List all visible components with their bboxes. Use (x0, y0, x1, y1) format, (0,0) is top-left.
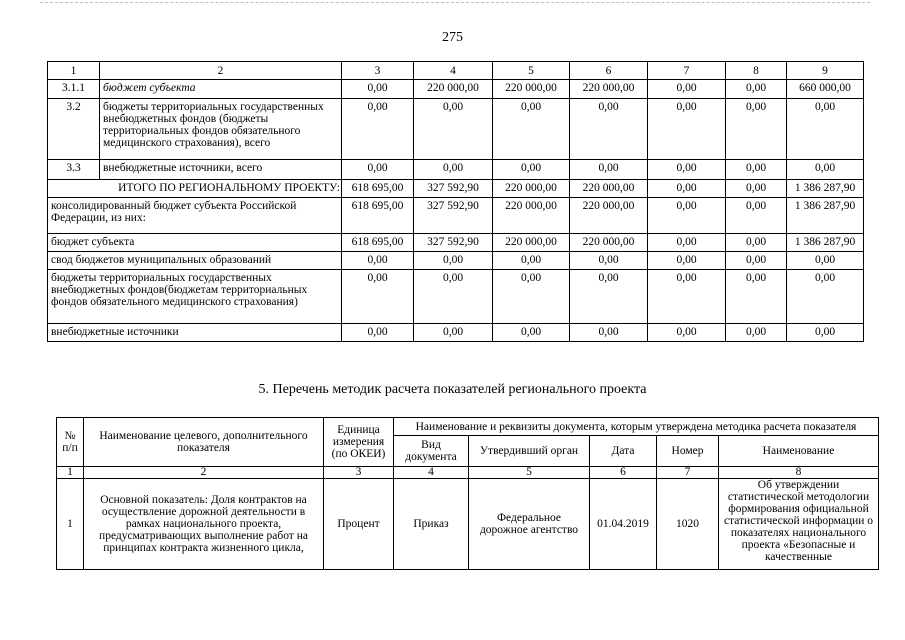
amount-cell: 0,00 (726, 99, 787, 160)
amount-cell: 0,00 (570, 324, 648, 342)
amount-cell: 0,00 (493, 252, 570, 270)
index-cell: 2 (84, 467, 324, 479)
amount-cell: 0,00 (342, 270, 414, 324)
row-label: бюджеты территориальных государственных внебюджетных фондов (бюджеты территориальных фондов обязательного медицинского страхования), всего (100, 99, 342, 160)
column-index-cell: 4 (414, 62, 493, 80)
table-row (48, 99, 864, 160)
amount-cell: 0,00 (726, 324, 787, 342)
index-cell: 6 (590, 467, 657, 479)
header-approver: Утвердивший орган (469, 436, 590, 467)
amount-cell: 327 592,90 (414, 198, 493, 234)
amount-cell: 0,00 (342, 99, 414, 160)
amount-cell: 220 000,00 (570, 198, 648, 234)
amount-cell: 0,00 (570, 252, 648, 270)
methodology-table (56, 417, 879, 570)
amount-cell: 0,00 (342, 324, 414, 342)
row-unit: Процент (324, 479, 394, 570)
amount-cell: 618 695,00 (342, 180, 414, 198)
amount-cell: 0,00 (787, 99, 864, 160)
amount-cell: 0,00 (414, 160, 493, 180)
amount-cell: 0,00 (648, 180, 726, 198)
amount-cell: 0,00 (787, 270, 864, 324)
amount-cell: 0,00 (648, 324, 726, 342)
amount-cell: 0,00 (493, 324, 570, 342)
amount-cell: 0,00 (648, 252, 726, 270)
row-name: Об утверждении статистической методологии формирования официальной статистической информации о показателях национального проекта «Безопасные и качественные (719, 479, 879, 570)
amount-cell: 0,00 (648, 270, 726, 324)
column-index-cell: 7 (648, 62, 726, 80)
column-index-cell: 5 (493, 62, 570, 80)
header-num: № п/п (57, 418, 84, 467)
column-index-cell: 1 (48, 62, 100, 80)
header-date: Дата (590, 436, 657, 467)
amount-cell: 0,00 (726, 198, 787, 234)
table-row (48, 252, 864, 270)
section-title: 5. Перечень методик расчета показателей регионального проекта (258, 382, 647, 397)
amount-cell: 220 000,00 (493, 234, 570, 252)
row-doc-type: Приказ (394, 479, 469, 570)
table-row (48, 198, 864, 234)
amount-cell: 0,00 (726, 252, 787, 270)
amount-cell: 1 386 287,90 (787, 180, 864, 198)
table-row (48, 270, 864, 324)
row-label: бюджет субъекта (48, 234, 342, 252)
amount-cell: 0,00 (493, 270, 570, 324)
row-number: 1020 (657, 479, 719, 570)
amount-cell: 0,00 (342, 160, 414, 180)
amount-cell: 0,00 (570, 99, 648, 160)
row-label: внебюджетные источники (48, 324, 342, 342)
table-row (48, 80, 864, 99)
amount-cell: 1 386 287,90 (787, 198, 864, 234)
amount-cell: 0,00 (414, 252, 493, 270)
row-label: бюджеты территориальных государственных внебюджетных фондов(бюджетам территориальных фондов обязательного медицинского страхования) (48, 270, 342, 324)
column-index-cell: 9 (787, 62, 864, 80)
index-cell: 4 (394, 467, 469, 479)
amount-cell: 0,00 (726, 180, 787, 198)
amount-cell: 220 000,00 (493, 180, 570, 198)
amount-cell: 0,00 (414, 324, 493, 342)
amount-cell: 0,00 (342, 80, 414, 99)
column-index-cell: 6 (570, 62, 648, 80)
header-doc-type: Вид документа (394, 436, 469, 467)
row-num: 1 (57, 479, 84, 570)
amount-cell: 220 000,00 (493, 198, 570, 234)
amount-cell: 618 695,00 (342, 234, 414, 252)
index-cell: 3 (324, 467, 394, 479)
amount-cell: 0,00 (726, 270, 787, 324)
page-number: 275 (442, 30, 463, 45)
row-number: 3.2 (48, 99, 100, 160)
row-label: консолидированный бюджет субъекта Российской Федерации, из них: (48, 198, 342, 234)
table-row (48, 324, 864, 342)
row-label: бюджет субъекта (100, 80, 342, 99)
table-row (48, 234, 864, 252)
header-name: Наименование (719, 436, 879, 467)
amount-cell: 0,00 (570, 160, 648, 180)
row-label: свод бюджетов муниципальных образований (48, 252, 342, 270)
amount-cell: 0,00 (726, 234, 787, 252)
amount-cell: 0,00 (726, 80, 787, 99)
amount-cell: 220 000,00 (570, 80, 648, 99)
table-row (57, 479, 879, 570)
amount-cell: 660 000,00 (787, 80, 864, 99)
amount-cell: 0,00 (726, 160, 787, 180)
table-row (48, 160, 864, 180)
amount-cell: 0,00 (414, 99, 493, 160)
row-indicator: Основной показатель: Доля контрактов на осуществление дорожной деятельности в рамках национального проекта, предусматривающих выполнение работ на принципах контракта жизненного цикла, (84, 479, 324, 570)
index-cell: 1 (57, 467, 84, 479)
row-label: внебюджетные источники, всего (100, 160, 342, 180)
scan-edge-line (40, 2, 870, 3)
amount-cell: 0,00 (342, 252, 414, 270)
row-number: 3.1.1 (48, 80, 100, 99)
total-label: ИТОГО ПО РЕГИОНАЛЬНОМУ ПРОЕКТУ: (48, 180, 342, 198)
column-index-cell: 8 (726, 62, 787, 80)
amount-cell: 327 592,90 (414, 180, 493, 198)
header-unit: Единица измерения (по ОКЕИ) (324, 418, 394, 467)
row-number: 3.3 (48, 160, 100, 180)
row-date: 01.04.2019 (590, 479, 657, 570)
financing-table (47, 61, 864, 342)
amount-cell: 220 000,00 (414, 80, 493, 99)
table-row (48, 180, 864, 198)
amount-cell: 618 695,00 (342, 198, 414, 234)
column-index-cell: 2 (100, 62, 342, 80)
row-approver: Федеральное дорожное агентство (469, 479, 590, 570)
amount-cell: 0,00 (648, 234, 726, 252)
amount-cell: 220 000,00 (570, 180, 648, 198)
amount-cell: 0,00 (787, 252, 864, 270)
amount-cell: 0,00 (648, 80, 726, 99)
amount-cell: 220 000,00 (570, 234, 648, 252)
amount-cell: 0,00 (493, 99, 570, 160)
amount-cell: 0,00 (648, 99, 726, 160)
amount-cell: 0,00 (787, 160, 864, 180)
column-index-cell: 3 (342, 62, 414, 80)
amount-cell: 0,00 (787, 324, 864, 342)
amount-cell: 0,00 (414, 270, 493, 324)
header-document-group: Наименование и реквизиты документа, которым утверждена методика расчета показателя (394, 418, 879, 436)
amount-cell: 0,00 (493, 160, 570, 180)
index-cell: 7 (657, 467, 719, 479)
amount-cell: 220 000,00 (493, 80, 570, 99)
amount-cell: 0,00 (648, 198, 726, 234)
index-cell: 5 (469, 467, 590, 479)
index-cell: 8 (719, 467, 879, 479)
header-indicator: Наименование целевого, дополнительного показателя (84, 418, 324, 467)
header-number: Номер (657, 436, 719, 467)
column-index-row (48, 62, 864, 80)
amount-cell: 1 386 287,90 (787, 234, 864, 252)
amount-cell: 0,00 (648, 160, 726, 180)
amount-cell: 327 592,90 (414, 234, 493, 252)
amount-cell: 0,00 (570, 270, 648, 324)
